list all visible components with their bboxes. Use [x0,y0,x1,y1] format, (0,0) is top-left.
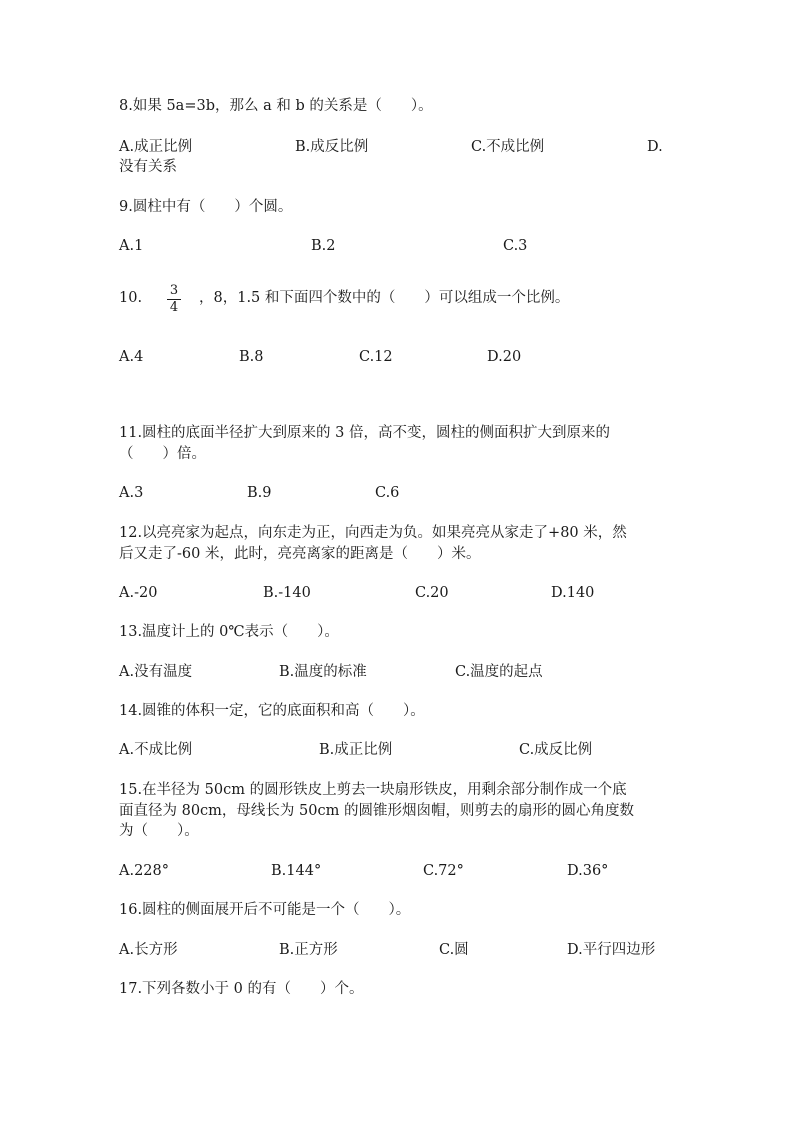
question-10-option-c[interactable]: C.12 [359,349,393,365]
question-16-option-d[interactable]: D.平行四边形 [567,942,656,958]
question-15-option-c[interactable]: C.72° [423,863,464,879]
question-12-option-d[interactable]: D.140 [551,585,595,601]
question-12-option-b[interactable]: B.-140 [263,585,311,601]
question-13-option-b[interactable]: B.温度的标准 [279,664,367,680]
question-9-option-c[interactable]: C.3 [503,238,528,254]
question-9-stem: 9.圆柱中有（ ）个圆。 [119,199,293,215]
question-14-option-c[interactable]: C.成反比例 [519,742,593,758]
fraction-three-quarters [167,284,181,315]
question-14-stem: 14.圆锥的体积一定，它的底面积和高（ ）。 [119,703,425,719]
question-14-option-a[interactable]: A.不成比例 [119,742,193,758]
question-8-option-d-continued[interactable]: 没有关系 [119,159,177,175]
question-10-option-d[interactable]: D.20 [487,349,522,365]
question-17-stem: 17.下列各数小于 0 的有（ ）个。 [119,981,364,997]
question-16-option-c[interactable]: C.圆 [439,942,469,958]
question-10-option-a[interactable]: A.4 [119,349,144,365]
question-14-option-b[interactable]: B.成正比例 [319,742,393,758]
question-12-option-c[interactable]: C.20 [415,585,449,601]
question-9-option-a[interactable]: A.1 [119,238,144,254]
question-15-stem-line-3: 为（ ）。 [119,823,199,839]
question-16-stem: 16.圆柱的侧面展开后不可能是一个（ ）。 [119,902,411,918]
question-15-option-b[interactable]: B.144° [271,863,322,879]
question-11-stem-line-2: （ ）倍。 [119,446,206,462]
fraction-numerator: 3 [169,283,179,298]
question-8-option-d[interactable]: D. [647,139,663,155]
question-12-stem-line-1: 12.以亮亮家为起点，向东走为正，向西走为负。如果亮亮从家走了+80 米，然 [119,525,627,541]
question-13-option-c[interactable]: C.温度的起点 [455,664,543,680]
question-16-option-a[interactable]: A.长方形 [119,942,178,958]
question-15-stem-line-2: 面直径为 80cm，母线长为 50cm 的圆锥形烟囱帽，则剪去的扇形的圆心角度数 [119,803,634,819]
question-8-option-b[interactable]: B.成反比例 [295,139,369,155]
question-11-stem-line-1: 11.圆柱的底面半径扩大到原来的 3 倍，高不变，圆柱的侧面积扩大到原来的 [119,425,611,441]
question-11-option-c[interactable]: C.6 [375,485,400,501]
question-8-stem: 8.如果 5a=3b，那么 a 和 b 的关系是（ ）。 [119,98,433,114]
question-10-stem: ，8，1.5 和下面四个数中的（ ）可以组成一个比例。 [199,290,570,306]
question-10-number: 10. [119,290,143,306]
question-11-option-b[interactable]: B.9 [247,485,272,501]
question-10-option-b[interactable]: B.8 [239,349,264,365]
question-15-stem-line-1: 15.在半径为 50cm 的圆形铁皮上剪去一块扇形铁皮，用剩余部分制作成一个底 [119,782,627,798]
question-13-option-a[interactable]: A.没有温度 [119,664,193,680]
question-9-option-b[interactable]: B.2 [311,238,336,254]
question-15-option-a[interactable]: A.228° [119,863,170,879]
question-8-option-c[interactable]: C.不成比例 [471,139,545,155]
question-11-option-a[interactable]: A.3 [119,485,144,501]
question-13-stem: 13.温度计上的 0℃表示（ ）。 [119,624,339,640]
question-8-option-a[interactable]: A.成正比例 [119,139,193,155]
fraction-denominator: 4 [169,300,179,315]
question-16-option-b[interactable]: B.正方形 [279,942,338,958]
question-15-option-d[interactable]: D.36° [567,863,609,879]
question-12-option-a[interactable]: A.-20 [119,585,158,601]
question-12-stem-line-2: 后又走了-60 米，此时，亮亮离家的距离是（ ）米。 [119,546,481,562]
